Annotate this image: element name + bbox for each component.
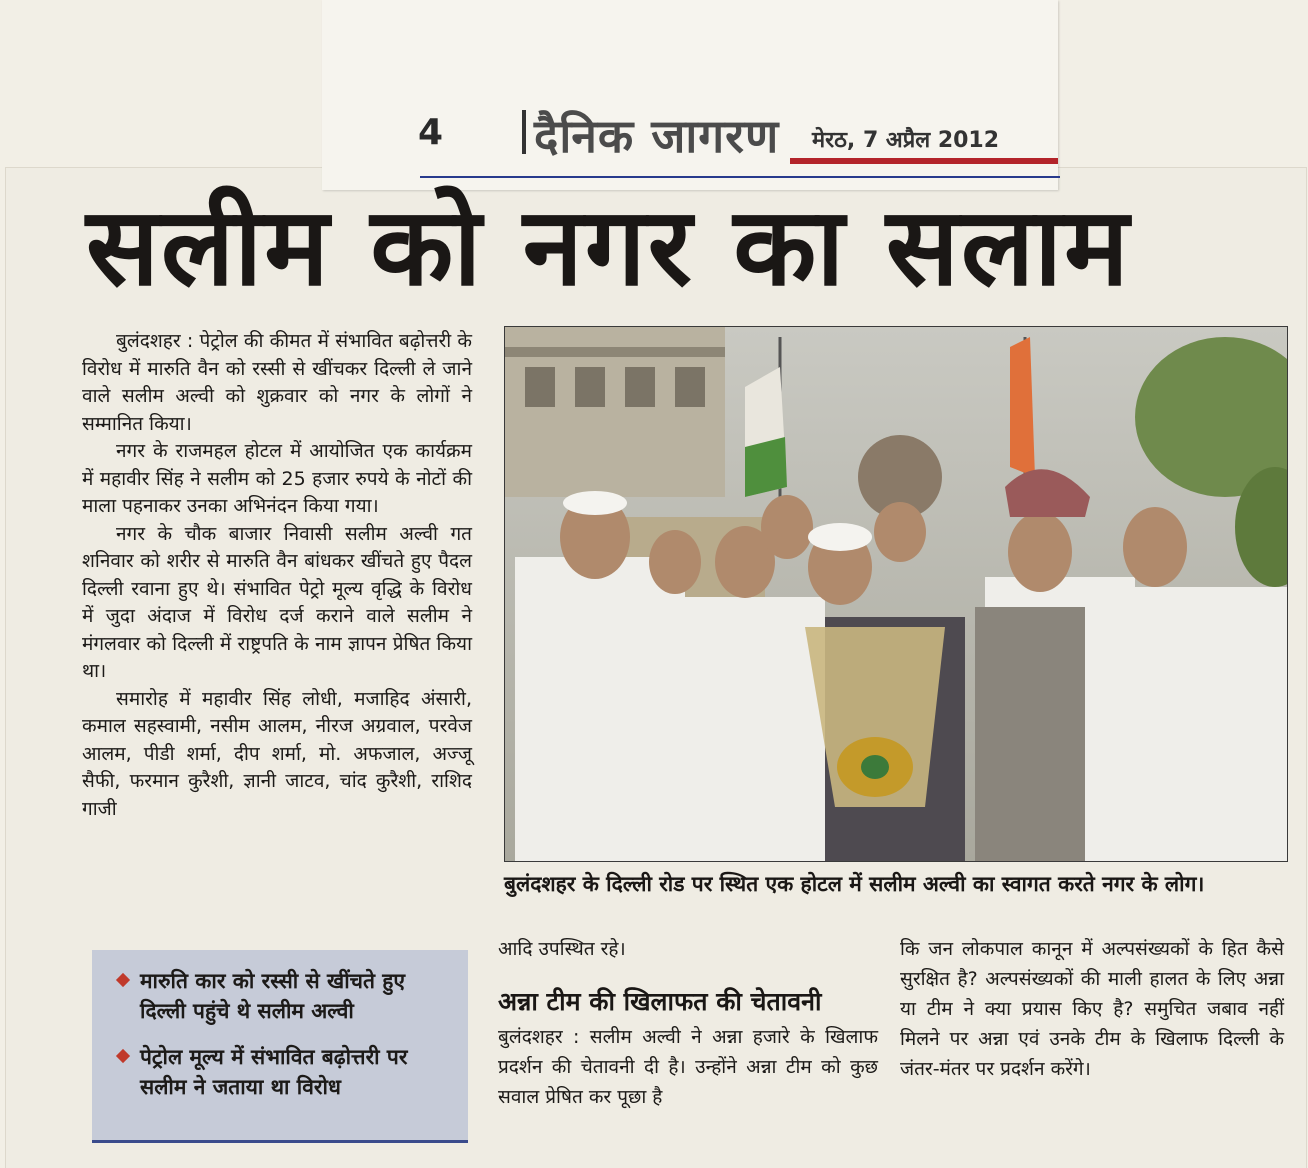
sidebar-headline: अन्ना टीम की खिलाफत की चेतावनी <box>498 987 822 1016</box>
masthead-red-rule <box>790 158 1058 164</box>
masthead-divider <box>522 110 526 154</box>
article-headline: सलीम को नगर का सलाम <box>86 185 1131 310</box>
article-paragraph: बुलंदशहर : पेट्रोल की कीमत में संभावित बढ़ोत्तरी के विरोध में मारुति वैन को रस्सी से खींचकर दिल्ली ले जाने वाले सलीम अल्वी को शुक्रवार को नगर के लोगों ने सम्मानित किया। <box>82 330 472 435</box>
diamond-bullet-icon <box>116 1049 130 1063</box>
dateline: मेरठ, 7 अप्रैल 2012 <box>812 128 1000 153</box>
article-body <box>82 328 472 823</box>
page-number: 4 <box>418 112 444 153</box>
highlight-text: मारुति कार को रस्सी से खींचते हुए दिल्ली पहुंचे थे सलीम अल्वी <box>140 969 406 1023</box>
sidebar-body-left <box>498 1022 878 1112</box>
highlights-box <box>92 950 468 1143</box>
crowd-photo-illustration <box>505 327 1287 861</box>
highlight-item <box>118 1042 452 1102</box>
diamond-bullet-icon <box>116 973 130 987</box>
masthead-blue-rule <box>420 176 1060 178</box>
article-paragraph: समारोह में महावीर सिंह लोधी, मजाहिद अंसारी, कमाल सहस्वामी, नसीम आलम, नीरज अग्रवाल, परवेज आलम, पीडी शर्मा, दीप शर्मा, मो. अफजाल, अज्जू सैफी, फरमान कुरैशी, ज्ञानी जाटव, चांद कुरैशी, राशिद गाजी <box>82 687 472 820</box>
news-photo <box>504 326 1288 862</box>
highlight-item <box>118 966 452 1026</box>
highlight-text: पेट्रोल मूल्य में संभावित बढ़ोत्तरी पर सलीम ने जताया था विरोध <box>140 1045 408 1099</box>
sidebar-body-right <box>900 934 1284 1084</box>
newspaper-masthead: दैनिक जागरण <box>534 109 780 163</box>
article-paragraph: नगर के चौक बाजार निवासी सलीम अल्वी गत शनिवार को शरीर से मारुति वैन बांधकर खींचते हुए पैदल दिल्ली रवाना हुए थे। संभावित पेट्रो मूल्य वृद्धि के विरोध में जुदा अंदाज में विरोध दर्ज कराने वाले सलीम ने मंगलवार को दिल्ली में राष्ट्रपति के नाम ज्ञापन प्रेषित किया था। <box>82 522 472 682</box>
article-continuation: आदि उपस्थित रहे। <box>498 938 626 960</box>
sidebar-paragraph: बुलंदशहर : सलीम अल्वी ने अन्ना हजारे के खिलाफ प्रदर्शन की चेतावनी दी है। उन्होंने अन्ना टीम को कुछ सवाल प्रेषित कर पूछा है <box>498 1026 878 1108</box>
photo-caption: बुलंदशहर के दिल्ली रोड पर स्थित एक होटल में सलीम अल्वी का स्वागत करते नगर के लोग। <box>504 872 1205 896</box>
article-paragraph: नगर के राजमहल होटल में आयोजित एक कार्यक्रम में महावीर सिंह ने सलीम को 25 हजार रुपये के नोटों की माला पहनाकर उनका अभिनंदन किया गया। <box>82 440 472 517</box>
sidebar-paragraph: कि जन लोकपाल कानून में अल्पसंख्यकों के हित कैसे सुरक्षित है? अल्पसंख्यकों की माली हालत के लिए अन्ना या टीम ने क्या प्रयास किए है? समुचित जबाव नहीं मिलने पर अन्ना एवं उनके टीम के खिलाफ दिल्ली के जंतर-मंतर पर प्रदर्शन करेंगे। <box>900 938 1284 1080</box>
